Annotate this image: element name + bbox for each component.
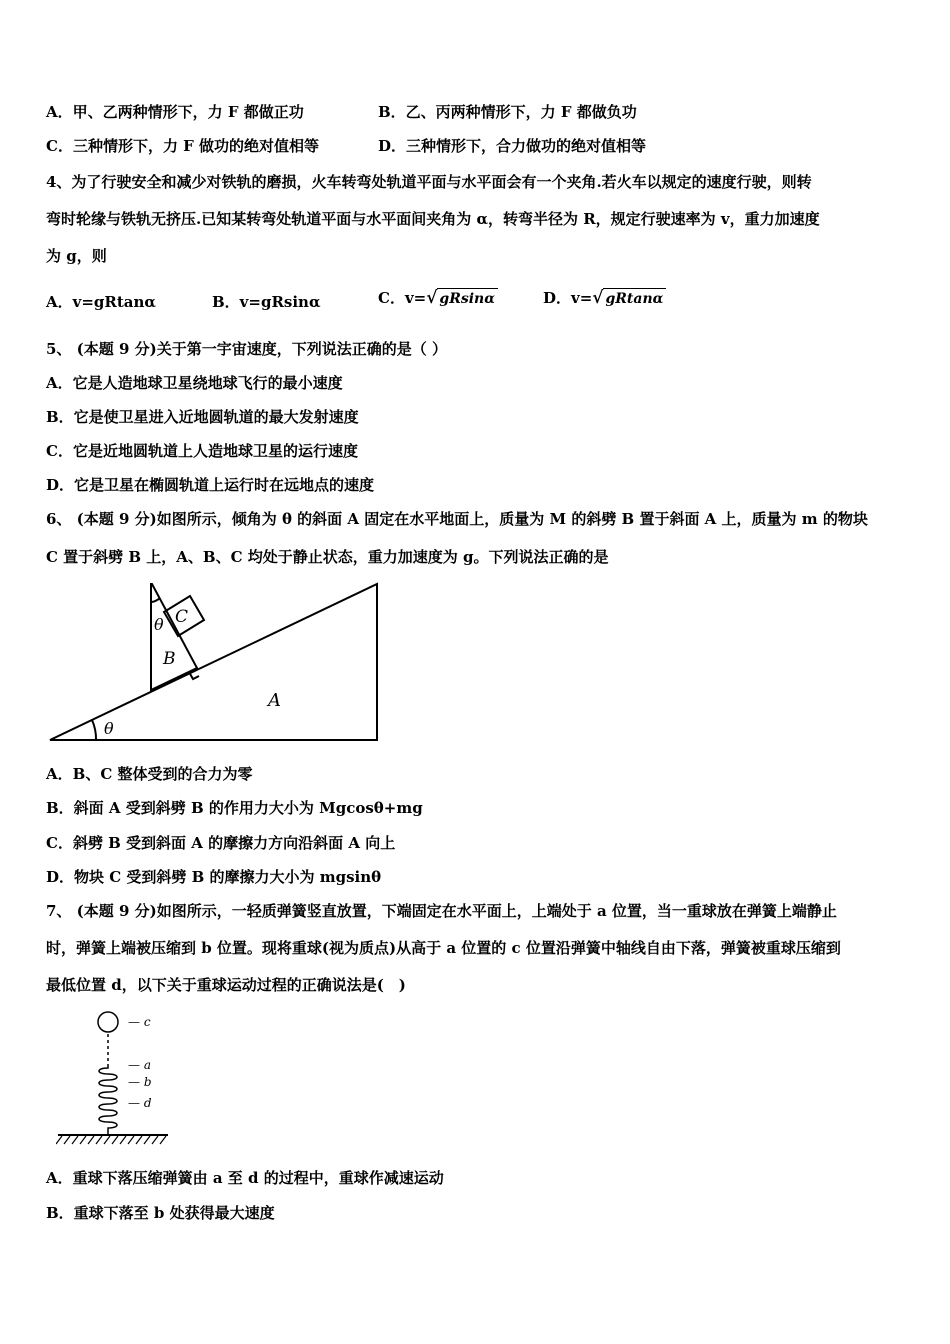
q6-option-a: A．B、C 整体受到的合力为零 (46, 765, 253, 783)
label-c-position: — c (128, 1015, 151, 1029)
q5-option-b: B．它是使卫星进入近地圆轨道的最大发射速度 (46, 408, 359, 426)
label-a: A (268, 690, 281, 711)
q4-stem-line3: 为 g，则 (46, 247, 107, 265)
q3-option-d: D．三种情形下，合力做功的绝对值相等 (378, 137, 647, 155)
ball-icon (98, 1012, 118, 1032)
spring-coil-icon (99, 1064, 117, 1134)
q7-stem-line1: 7、 (本题 9 分)如图所示，一轻质弹簧竖直放置，下端固定在水平面上，上端处于 a 位置，当一重球放在弹簧上端静止 (46, 902, 837, 920)
label-d-position: — d (128, 1096, 152, 1110)
theta-arc-bottom (92, 720, 96, 740)
q4-option-d-prefix: D．v= (543, 289, 593, 307)
q6-stem-line2: C 置于斜劈 B 上，A、B、C 均处于静止状态，重力加速度为 g。下列说法正确的是 (46, 548, 609, 566)
q7-stem-line2: 时，弹簧上端被压缩到 b 位置。现将重球(视为质点)从高于 a 位置的 c 位置沿弹簧中轴线自由下落，弹簧被重球压缩到 (46, 939, 841, 957)
q4-stem-line1: 4、为了行驶安全和减少对铁轨的磨损，火车转弯处轨道平面与水平面会有一个夹角.若火车以规定的速度行驶，则转 (46, 173, 812, 191)
radical-sign-icon: √ (426, 288, 438, 308)
q6-option-b: B．斜面 A 受到斜劈 B 的作用力大小为 Mgcosθ+mg (46, 799, 423, 817)
q5-option-d: D．它是卫星在椭圆轨道上运行时在远地点的速度 (46, 476, 375, 494)
q4-option-c-radicand: gRsinα (437, 288, 498, 309)
incline-figure (46, 580, 386, 748)
q3-option-c: C．三种情形下，力 F 做功的绝对值相等 (46, 137, 320, 155)
q4-option-c (378, 288, 498, 309)
ground-hatching (56, 1136, 166, 1144)
label-b-position: — b (128, 1075, 152, 1089)
q7-stem-line3: 最低位置 d，以下关于重球运动过程的正确说法是( ) (46, 976, 406, 994)
label-theta-top: θ (154, 615, 164, 634)
q4-option-a: A．v=gRtanα (46, 293, 156, 311)
q3-option-a: A．甲、乙两种情形下，力 F 都做正功 (46, 103, 304, 121)
q6-option-d: D．物块 C 受到斜劈 B 的摩擦力大小为 mgsinθ (46, 868, 382, 886)
q5-option-a: A．它是人造地球卫星绕地球飞行的最小速度 (46, 374, 343, 392)
label-b: B (163, 649, 176, 669)
label-a-position: — a (128, 1058, 151, 1072)
q5-stem: 5、 (本题 9 分)关于第一宇宙速度，下列说法正确的是（ ） (46, 340, 447, 358)
q6-stem-line1: 6、 (本题 9 分)如图所示，倾角为 θ 的斜面 A 固定在水平地面上，质量为 M 的斜劈 B 置于斜面 A 上，质量为 m 的物块 (46, 510, 868, 528)
q4-option-d-radicand: gRtanα (603, 288, 666, 309)
q6-option-c: C．斜劈 B 受到斜面 A 的摩擦力方向沿斜面 A 向上 (46, 834, 396, 852)
q7-option-a: A．重球下落压缩弹簧由 a 至 d 的过程中，重球作减速运动 (46, 1169, 444, 1187)
label-theta-bottom: θ (104, 719, 114, 738)
q4-option-b: B．v=gRsinα (212, 293, 321, 311)
right-angle-marker (189, 672, 199, 679)
spring-figure (56, 1008, 176, 1150)
q4-option-c-prefix: C．v= (378, 289, 427, 307)
theta-arc-top (152, 598, 160, 602)
q3-option-b: B．乙、丙两种情形下，力 F 都做负功 (378, 103, 637, 121)
label-c: C (175, 607, 189, 627)
q5-option-c: C．它是近地圆轨道上人造地球卫星的运行速度 (46, 442, 358, 460)
incline-block-a (50, 584, 377, 740)
q4-stem-line2: 弯时轮缘与铁轨无挤压.已知某转弯处轨道平面与水平面间夹角为 α，转弯半径为 R，规定行驶速率为 v，重力加速度 (46, 210, 820, 228)
q7-option-b: B．重球下落至 b 处获得最大速度 (46, 1204, 275, 1222)
radical-sign-icon: √ (592, 288, 604, 308)
q4-option-d (543, 288, 666, 309)
